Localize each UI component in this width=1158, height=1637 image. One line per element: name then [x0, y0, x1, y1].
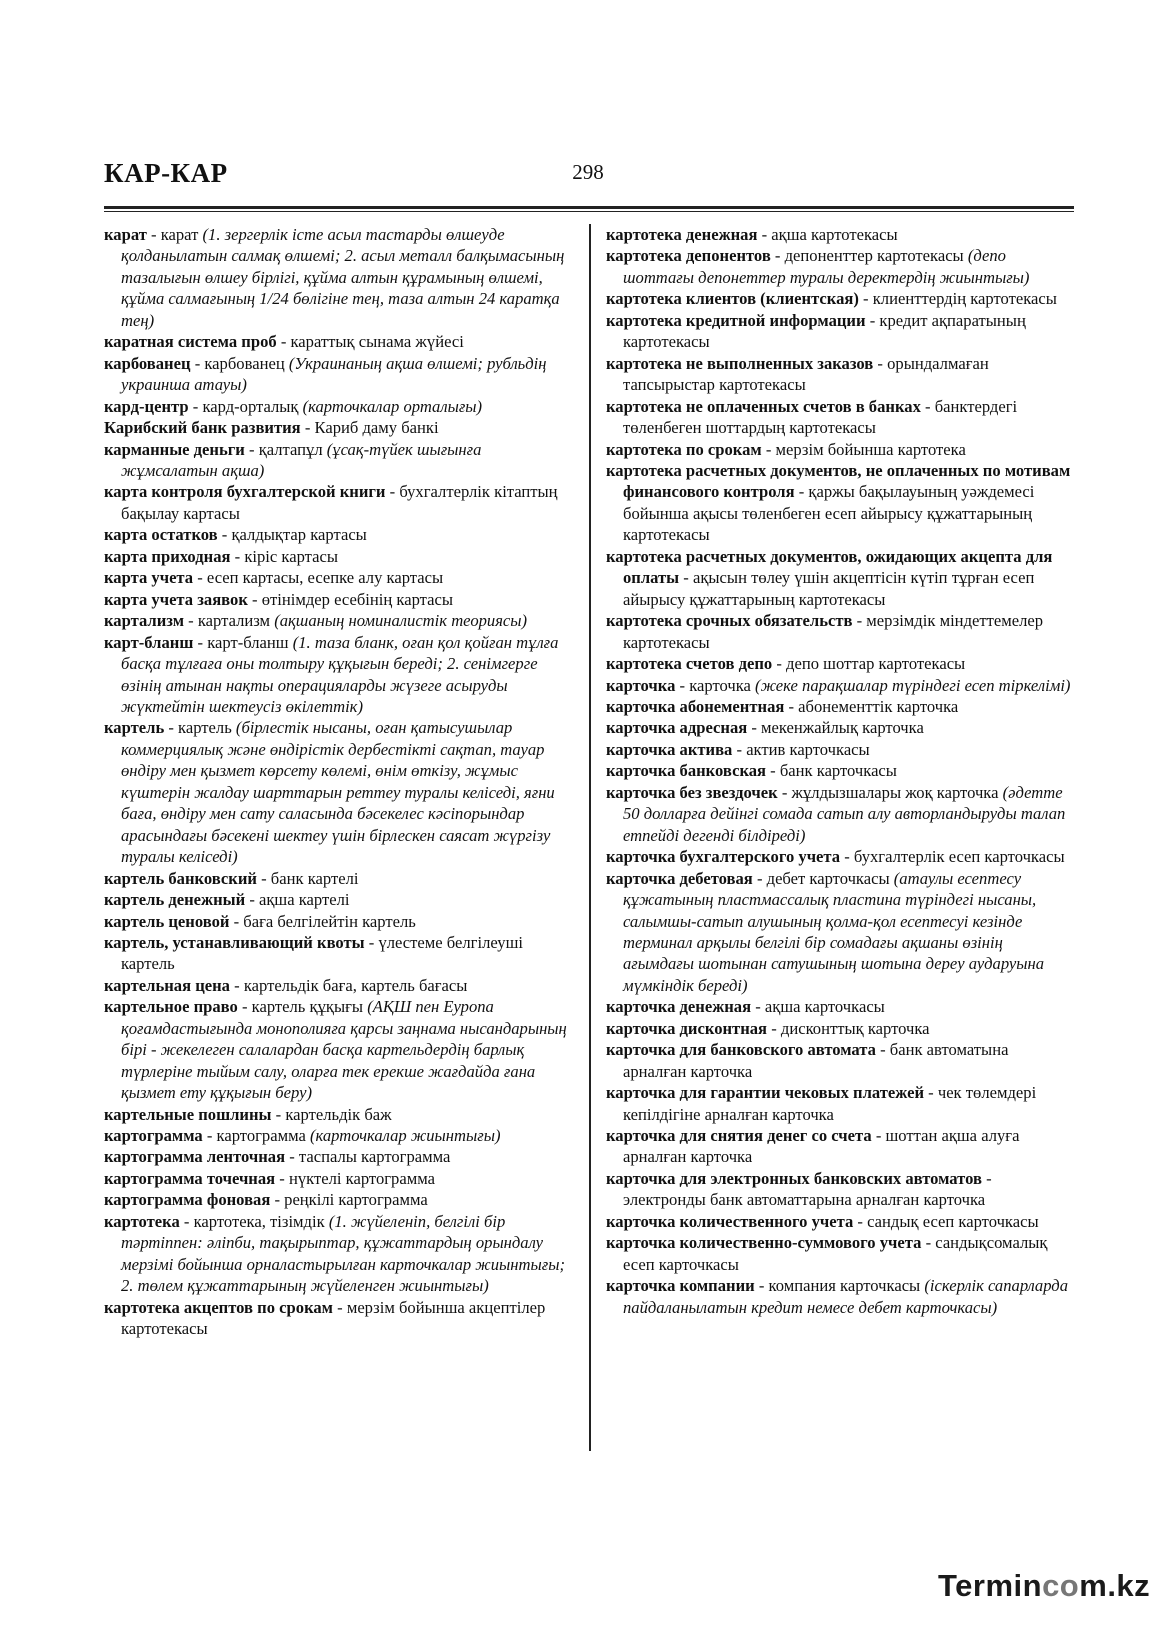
dictionary-entry [606, 353, 1074, 396]
entry-term: картель банковский [104, 868, 257, 888]
entry-translation: кіріс картасы [244, 546, 338, 566]
dictionary-entry [606, 868, 1074, 997]
entry-separator: - [237, 997, 252, 1017]
dictionary-entry [606, 245, 1074, 288]
dictionary-entry [606, 782, 1074, 846]
page-header-title: КАР-КАР [104, 158, 228, 188]
dictionary-entry [606, 1232, 1074, 1275]
dictionary-entry [606, 439, 1074, 460]
entry-separator: - [245, 890, 259, 910]
entry-term: картельное право [104, 997, 238, 1017]
entry-translation: карбованец [204, 353, 289, 373]
entry-translation: реңкілі картограмма [284, 1190, 428, 1210]
dictionary-entry [606, 846, 1074, 867]
entry-note: (1. жүйеленіп, белгілі бір тәртіппен: әліпби, тақырыптар, құжаттардың орындалу мерзімі бойынша орналастырылған карточкалар жиынтығы; 2. төлем құжаттарының жүйеленген жиынтығы) [121, 1211, 565, 1296]
entry-translation: картограмма [216, 1126, 310, 1146]
watermark-logo [938, 1568, 1150, 1604]
entry-separator: - [858, 289, 873, 309]
entry-term: картотека депонентов [606, 246, 771, 266]
entry-separator: - [193, 568, 207, 588]
dictionary-entry [104, 224, 572, 331]
entry-translation: депоненттер картотекасы [784, 246, 968, 266]
entry-separator: - [784, 696, 799, 716]
entry-separator: - [193, 632, 208, 652]
entry-translation: сандық есеп карточкасы [867, 1211, 1039, 1231]
dictionary-entry [104, 1168, 572, 1189]
entry-translation: карат [160, 225, 203, 244]
dictionary-entry [606, 1211, 1074, 1232]
entry-translation: актив карточкасы [746, 739, 870, 759]
entry-separator: - [761, 439, 776, 459]
entry-separator: - [217, 525, 232, 545]
entry-separator: - [873, 353, 888, 373]
dictionary-entry [606, 610, 1074, 653]
dictionary-entry [104, 1211, 572, 1297]
dictionary-entry [606, 1275, 1074, 1318]
entry-separator: - [921, 1233, 936, 1253]
dictionary-entry [606, 996, 1074, 1017]
entry-translation: мерзім бойынша картотека [775, 439, 966, 459]
entry-separator: - [853, 1211, 868, 1231]
entry-term: карта остатков [104, 525, 218, 545]
entry-term: карточка абонементная [606, 696, 785, 716]
dictionary-entry [104, 632, 572, 718]
entry-term: картотека расчетных документов, ожидающих акцепта для оплаты [606, 546, 1053, 588]
dictionary-entry [104, 1189, 572, 1210]
entry-separator: - [840, 847, 854, 867]
entry-separator: - [794, 482, 809, 502]
dictionary-entry [104, 353, 572, 396]
entry-separator: - [230, 546, 245, 566]
entry-translation: баға белгілейтін картель [243, 911, 416, 931]
entry-term: карточка для гарантии чековых платежей [606, 1083, 925, 1103]
entry-note: (1. зергерлік істе асыл тастарды өлшеуде қолданылатын салмақ өлшемі; 2. асыл металл балқымасының тазалығын өлшеу бірлігі, құйма алтын құрамының өлшемі, құйма салмағының 1/24 бөлігіне тең, таза алтын 24 каратқа тең) [121, 225, 565, 330]
entry-term: Карибский банк развития [104, 418, 301, 438]
entry-term: карманные деньги [104, 439, 245, 459]
entry-translation: чек төлемдері кепілдігіне арналған карточка [623, 1083, 1037, 1124]
dictionary-entry [606, 1082, 1074, 1125]
entry-separator: - [752, 868, 767, 888]
dictionary-entry [104, 567, 572, 588]
entry-note: (карточкалар жиынтығы) [309, 1126, 501, 1146]
entry-note: (бірлестік нысаны, оған қатысушылар коммерциялық және өндірістік дербестікті сақтап, тауар өндіру мен қызмет көрсету көлемі, өнім өткізу, жұмыс күштерін жалдау шарттарын реттеу туралы келіседі, яғни баға, өндіру мен сату саласында бәсекелес кәсіпорындар арасындағы бәсекені шектеу үшін бірлескен саясат жүргізу туралы келіседі) [121, 718, 555, 867]
entry-translation: нүктелі картограмма [288, 1168, 435, 1188]
entry-separator: - [766, 761, 780, 781]
entry-translation: электронды банк автоматтарына арналған карточка [623, 1190, 986, 1210]
entry-translation: картализм [197, 611, 275, 631]
dictionary-entry [606, 546, 1074, 610]
dictionary-entry [104, 439, 572, 482]
entry-term: карта контроля бухгалтерской книги [104, 482, 386, 502]
entry-separator: - [244, 439, 259, 459]
entry-term: картограмма фоновая [104, 1190, 271, 1210]
entry-term: картотека не оплаченных счетов в банках [606, 396, 921, 416]
entry-term: картотека [104, 1211, 180, 1231]
entry-term: картель [104, 718, 165, 738]
entry-separator: - [300, 418, 315, 438]
watermark-accent: co [1042, 1568, 1080, 1603]
dictionary-entry [606, 460, 1074, 546]
entry-note: (депо шоттағы депонеттер туралы деректердің жиынтығы) [623, 246, 1030, 287]
entry-translation: кредит ақпаратының картотекасы [623, 310, 1026, 352]
entry-translation: қалтапұл [258, 439, 327, 459]
entry-term: картотека не выполненных заказов [606, 353, 874, 373]
entry-note: (жеке парақшалар түріндегі есеп тіркелімі) [755, 675, 1071, 695]
column-divider [589, 224, 591, 1451]
entry-term: карта учета [104, 568, 194, 588]
entry-term: карбованец [104, 353, 191, 373]
entry-note: (1. таза бланк, оған қол қойған тұлға басқа тұлғаға оны толтыру құқығын береді; 2. сенімгерге өзінің атынан нақты операцияларды жүзеге асыруды жүктейтін шектеусіз өкілеттік) [121, 632, 559, 716]
page-number: 298 [572, 160, 604, 184]
entry-separator: - [256, 868, 271, 888]
entry-translation: мерзім бойынша акцептілер картотекасы [121, 1297, 546, 1339]
dictionary-entry [104, 889, 572, 910]
dictionary-entry [104, 1104, 572, 1125]
entry-term: картель денежный [104, 890, 246, 910]
entry-separator: - [270, 1190, 285, 1210]
entry-term: картограмма [104, 1126, 203, 1146]
entry-translation: депо шоттар картотекасы [786, 654, 966, 674]
entry-term: картель ценовой [104, 911, 230, 931]
entry-separator: - [981, 1168, 992, 1188]
entry-term: картограмма точечная [104, 1168, 276, 1188]
dictionary-entry [606, 224, 1074, 245]
entry-term: карточка для электронных банковских автоматов [606, 1168, 982, 1188]
dictionary-entry [606, 760, 1074, 781]
entry-separator: - [875, 1040, 890, 1060]
entry-term: карточка для снятия денег со счета [606, 1126, 872, 1146]
entry-separator: - [332, 1297, 347, 1317]
entry-translation: карт-бланш [207, 632, 293, 652]
entry-term: карточка дебетовая [606, 868, 753, 888]
entry-note: (Украинаның ақша өлшемі; рубльдің украинша атауы) [121, 353, 547, 395]
entry-translation: банк автоматына арналған карточка [623, 1040, 1009, 1081]
entry-separator: - [164, 718, 179, 738]
entry-translation: өтінімдер есебінің картасы [261, 589, 453, 609]
entry-translation: дебет карточкасы [766, 868, 894, 888]
entry-term: карточка количественного учета [606, 1211, 854, 1231]
entry-note: (әдетте 50 долларға дейінгі сомада сатып алу авторландыруды талап етпейді дегенді білдіреді) [623, 782, 1066, 845]
entry-translation: картотека, тізімдік [193, 1211, 329, 1231]
entry-term: картотека акцептов по срокам [104, 1297, 333, 1317]
entry-term: карточка актива [606, 739, 733, 759]
dictionary-entry [104, 481, 572, 524]
dictionary-entry [606, 1039, 1074, 1082]
entry-separator: - [385, 482, 400, 502]
entry-note: (карточкалар орталығы) [302, 396, 483, 416]
entry-translation: жұлдызшалары жоқ карточка [791, 782, 1003, 802]
entry-translation: дисконттық карточка [780, 1018, 930, 1038]
entry-separator: - [276, 332, 291, 352]
entry-note: (ақшаның номиналистік теориясы) [274, 611, 528, 631]
entry-separator: - [924, 1083, 938, 1103]
entry-translation: клиенттердің картотекасы [872, 289, 1057, 309]
entry-translation: орындалмаған тапсырыстар картотекасы [623, 353, 989, 395]
entry-translation: бухгалтерлік есеп карточкасы [853, 847, 1065, 867]
entry-translation: ақысын төлеу үшін акцептісін күтіп тұрған есеп айырысу құжаттарының картотекасы [623, 568, 1035, 609]
entry-separator: - [770, 246, 785, 266]
entry-translation: банк картелі [270, 868, 359, 888]
entry-separator: - [190, 353, 205, 373]
entry-translation: банк карточкасы [779, 761, 897, 781]
entry-translation: картель [178, 718, 236, 738]
entry-separator: - [184, 611, 198, 631]
entry-translation: мекенжайлық карточка [761, 718, 924, 738]
dictionary-entry [104, 911, 572, 932]
entry-term: картотека по срокам [606, 439, 762, 459]
dictionary-entry [104, 1125, 572, 1146]
entry-translation: картельдік баға, картель бағасы [243, 975, 468, 995]
entry-separator: - [229, 975, 244, 995]
entry-translation: сандықсомалық есеп карточкасы [623, 1233, 1048, 1274]
left-column [104, 224, 572, 1340]
entry-separator: - [777, 782, 792, 802]
dictionary-entry [104, 868, 572, 889]
entry-term: картельные пошлины [104, 1104, 272, 1124]
entry-translation: картельдік баж [285, 1104, 392, 1124]
dictionary-entry [606, 675, 1074, 696]
entry-separator: - [146, 225, 161, 244]
right-column [606, 224, 1074, 1318]
dictionary-entry [606, 1168, 1074, 1211]
dictionary-entry [606, 310, 1074, 353]
entry-term: картотека срочных обязательств [606, 611, 853, 631]
entry-translation: банктердегі төленбеген шоттардың картотекасы [623, 396, 1018, 438]
entry-translation: таспалы картограмма [298, 1147, 451, 1167]
entry-translation: кард-орталық [202, 396, 303, 416]
entry-separator: - [179, 1211, 194, 1231]
entry-term: картограмма ленточная [104, 1147, 286, 1167]
entry-term: картотека денежная [606, 225, 758, 244]
entry-term: карта учета заявок [104, 589, 248, 609]
entry-note: (атаулы есептесу құжатының пластмассалық пластина түріндегі нысаны, салымшы-сатып алушының қолма-қол есептесуі кезінде терминал арқылы белгілі бір сомадағы ақшаны өзінің ағымдағы шотынан сатушының шотына дереу аударуына мүмкіндік береді) [623, 868, 1045, 995]
entry-term: карточка денежная [606, 997, 752, 1017]
entry-term: каратная система проб [104, 332, 277, 352]
entry-translation: караттық сынама жүйесі [290, 332, 464, 352]
entry-separator: - [202, 1126, 217, 1146]
entry-separator: - [747, 718, 762, 738]
entry-separator: - [871, 1126, 886, 1146]
entry-translation: Кариб даму банкі [314, 418, 439, 438]
dictionary-entry [104, 589, 572, 610]
entry-term: карточка количественно-суммового учета [606, 1233, 922, 1253]
dictionary-entry [104, 717, 572, 867]
dictionary-entry [606, 739, 1074, 760]
dictionary-entry [104, 975, 572, 996]
dictionary-entry [104, 331, 572, 352]
dictionary-entry [104, 932, 572, 975]
entry-note: (ұсақ-түйек шығынға жұмсалатын ақша) [121, 439, 482, 480]
entry-separator: - [754, 1276, 769, 1296]
entry-term: кард-центр [104, 396, 189, 416]
entry-separator: - [751, 997, 765, 1017]
entry-translation: ақша картотекасы [771, 225, 898, 244]
entry-separator: - [679, 568, 693, 588]
dictionary-entry [606, 653, 1074, 674]
entry-translation: компания карточкасы [768, 1276, 925, 1296]
dictionary-entry [104, 546, 572, 567]
entry-note: (АҚШ пен Еуропа қоғамдастығында монополияға қарсы заңнама нысандарының бірі - жекелеген салалардан басқа картельдердің барлық түрлеріне тыйым салу, оларға тек ерекше жағдайда ғана қызмет ету құқығын беру) [121, 997, 567, 1103]
dictionary-entry [606, 717, 1074, 738]
entry-translation: үлестеме белгілеуші картель [121, 932, 523, 974]
header-rule-thin [104, 211, 1074, 212]
entry-term: карта приходная [104, 546, 231, 566]
entry-term: картализм [104, 611, 185, 631]
entry-translation: мерзімдік міндеттемелер картотекасы [623, 611, 1044, 652]
entry-separator: - [285, 1147, 299, 1167]
entry-separator: - [188, 396, 203, 416]
entry-separator: - [675, 675, 690, 695]
dictionary-entry [104, 1146, 572, 1167]
entry-separator: - [772, 654, 787, 674]
entry-translation: қаржы бақылауының уәждемесі бойынша ақысы төленбеген есеп айырысу құжаттарының картотекасы [623, 482, 1035, 545]
entry-separator: - [852, 611, 867, 631]
entry-translation: қалдықтар картасы [231, 525, 367, 545]
entry-term: картотека счетов депо [606, 654, 773, 674]
entry-term: карточка банковская [606, 761, 767, 781]
entry-separator: - [865, 310, 880, 330]
entry-translation: ақша картелі [259, 890, 350, 910]
entry-separator: - [247, 589, 262, 609]
entry-separator: - [364, 932, 379, 952]
dictionary-entry [606, 396, 1074, 439]
entry-translation: карточка [689, 675, 756, 695]
dictionary-entry [104, 396, 572, 417]
entry-translation: бухгалтерлік кітаптың бақылау картасы [121, 482, 558, 523]
entry-term: карточка дисконтная [606, 1018, 768, 1038]
entry-term: картотека кредитной информации [606, 310, 866, 330]
dictionary-entry [104, 524, 572, 545]
dictionary-entry [606, 288, 1074, 309]
entry-separator: - [275, 1168, 289, 1188]
entry-separator: - [767, 1018, 781, 1038]
entry-translation: абонементтік карточка [798, 696, 959, 716]
entry-term: карт-бланш [104, 632, 194, 652]
entry-translation: шоттан ақша алуға арналған карточка [623, 1126, 1020, 1167]
entry-note: (іскерлік сапарларда пайдаланылатын кредит немесе дебет карточкасы) [623, 1276, 1068, 1317]
watermark-prefix: Termin [938, 1568, 1043, 1603]
dictionary-entry [104, 1297, 572, 1340]
dictionary-entry [606, 1125, 1074, 1168]
entry-term: карточка [606, 675, 676, 695]
header-rule [104, 206, 1074, 209]
dictionary-entry [606, 1018, 1074, 1039]
dictionary-entry [104, 417, 572, 438]
entry-term: карточка без звездочек [606, 782, 778, 802]
entry-term: карточка компании [606, 1276, 755, 1296]
dictionary-entry [606, 696, 1074, 717]
entry-term: карточка для банковского автомата [606, 1040, 876, 1060]
entry-separator: - [229, 911, 244, 931]
entry-term: карат [104, 225, 147, 244]
entry-translation: ақша карточкасы [764, 997, 885, 1017]
entry-separator: - [271, 1104, 286, 1124]
dictionary-entry [104, 996, 572, 1103]
entry-separator: - [732, 739, 747, 759]
entry-term: карточка адресная [606, 718, 748, 738]
watermark-suffix: m.kz [1079, 1568, 1151, 1603]
entry-term: картотека расчетных документов, не оплаченных по мотивам финансового контроля [606, 460, 1071, 502]
dictionary-entry [104, 610, 572, 631]
entry-translation: есеп картасы, есепке алу картасы [206, 568, 444, 588]
entry-term: карточка бухгалтерского учета [606, 847, 841, 867]
entry-term: картотека клиентов (клиентская) [606, 289, 859, 309]
entry-separator: - [920, 396, 935, 416]
entry-term: картельная цена [104, 975, 230, 995]
entry-translation: картель құқығы [251, 997, 368, 1017]
entry-term: картель, устанавливающий квоты [104, 932, 365, 952]
entry-separator: - [757, 225, 772, 244]
